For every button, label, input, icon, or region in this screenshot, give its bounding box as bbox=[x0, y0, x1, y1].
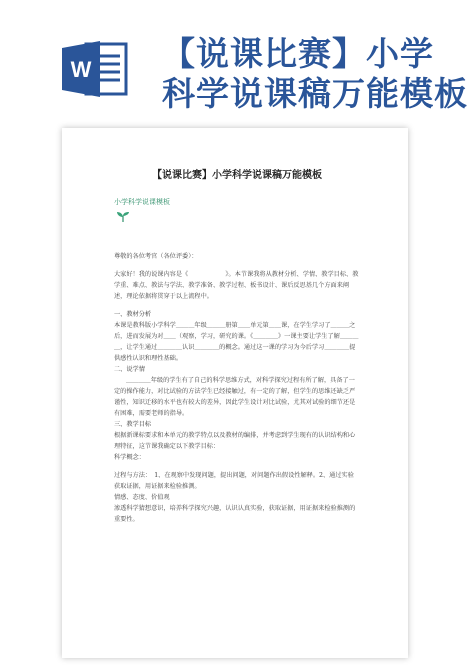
document-page bbox=[62, 128, 408, 658]
banner bbox=[0, 0, 474, 118]
section-heading-textbook: 一、教材分析 bbox=[114, 311, 152, 318]
document-body bbox=[114, 154, 360, 525]
document-title: 【说课比赛】小学科学说课稿万能模板 bbox=[152, 170, 322, 181]
paragraph-objectives: 根据新课标要求和本单元的教学特点以及教材的编排，并考虑到学生现有的认识结构和心理特征，这节课我确定以下教学目标： bbox=[114, 432, 356, 450]
document-subtitle: 小学科学说课模板 bbox=[114, 198, 170, 206]
word-logo-letter: W bbox=[70, 57, 92, 82]
sprout-icon bbox=[116, 211, 130, 223]
section-heading-objectives: 三、教学目标 bbox=[114, 421, 152, 428]
label-science-concept: 科学概念： bbox=[114, 454, 145, 461]
label-attitude-values: 情感、态度、价值观 bbox=[114, 494, 170, 501]
paragraph-textbook: 本课是教科版小学科学＿＿＿年级＿＿＿册第＿＿单元第＿＿课，在学生学习了＿＿＿之后，进而发展为对＿＿（观察，学习，研究的课。《＿＿＿＿》一课主要让学生了解＿＿＿＿，让学生通过＿＿＿＿认识＿＿＿＿的概念。通过这一课的学习为今后学习＿＿＿＿提供感性认识和理性基础。 bbox=[114, 322, 359, 362]
paragraph-process-methods: 过程与方法： 1、在观察中发现问题，提出问题，对问题作出假设性解释。2、通过实验获取证据，用证据来检验推测。 bbox=[114, 472, 354, 490]
banner-title-line1: 【说课比赛】小学 bbox=[162, 34, 434, 73]
paragraph-students: ＿＿＿＿年级的学生有了自己的科学思维方式，对科学探究过程有所了解，具备了一定的操作能力，对比试验的方法学生已经接触过，有一定的了解，但学生的思维还缺乏严谨性，知识迁移的水平也有较大的差异，因此学生设计对比试验，尤其对试验的细节还是有困难，需要老师的指导。 bbox=[114, 377, 356, 417]
section-heading-students: 二、说学情 bbox=[114, 366, 145, 373]
paragraph-intro: 大家好！我的说课内容是《 》。本节课我将从教材分析、学情、教学目标、教学重、难点、教法与学法、教学准备、教学过程、板书设计、课后反思基几个方面来阐述，理论依据将贯穿于以上流程中。 bbox=[114, 271, 359, 300]
paragraph-attitude-values: 渗透科学猜想意识，培养科学探究兴趣，认识认真实验，获取证据，用证据来检验推测的重要性。 bbox=[114, 505, 356, 523]
banner-title-line2: 科学说课稿万能模板 bbox=[162, 74, 468, 113]
word-document-icon bbox=[60, 38, 132, 100]
greeting: 尊敬的各位考官（各位评委）： bbox=[114, 253, 198, 260]
banner-title bbox=[162, 34, 468, 114]
